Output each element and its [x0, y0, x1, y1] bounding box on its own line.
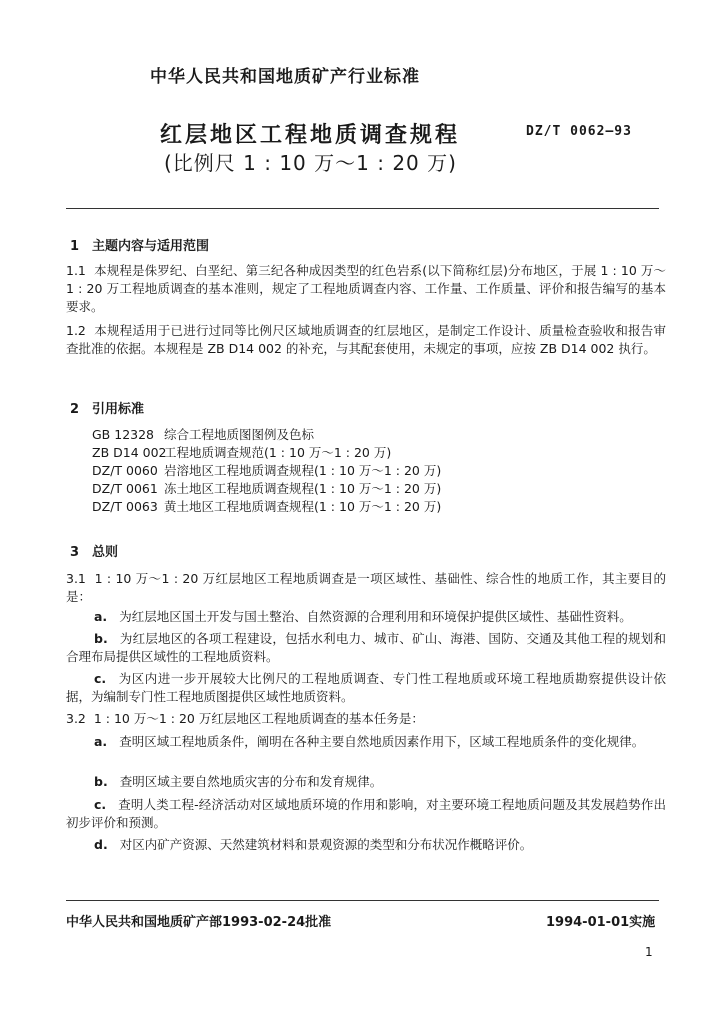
reference-code: DZ/T 0063: [92, 499, 158, 514]
list-item: [66, 796, 666, 832]
document-title: 红层地区工程地质调查规程: [160, 123, 461, 148]
item-text: 对区内矿产资源、天然建筑材料和景观资源的类型和分布状况作概略评价。: [119, 837, 533, 852]
paragraph-number: 1.1: [66, 263, 86, 278]
item-label: b.: [94, 774, 108, 789]
paragraph-3-1: [66, 570, 666, 606]
item-label: c.: [94, 797, 107, 812]
item-text: 为区内进一步开展较大比例尺的工程地质调查、专门性工程地质或环境工程地质勘察提供设计依据，为编制专门性工程地质图提供区域性地质资料。: [66, 671, 666, 704]
page-number: 1: [645, 945, 653, 959]
reference-name: 工程地质调查规范(1 : 10 万～1 : 20 万): [164, 445, 392, 460]
reference-code: ZB D14 002: [92, 445, 167, 460]
paragraph-3-2: [66, 710, 666, 728]
reference-name: 岩溶地区工程地质调查规程(1 : 10 万～1 : 20 万): [164, 463, 442, 478]
reference-item: [92, 426, 314, 444]
reference-code: GB 12328: [92, 427, 154, 442]
header-divider: [66, 208, 659, 209]
item-label: b.: [94, 631, 108, 646]
section-3-title: 3 总则: [70, 545, 119, 560]
paragraph-1-1: [66, 262, 666, 316]
item-label: c.: [94, 671, 107, 686]
reference-item: [92, 480, 441, 498]
reference-name: 冻土地区工程地质调查规程(1 : 10 万～1 : 20 万): [164, 481, 442, 496]
publisher-line: 中华人民共和国地质矿产行业标准: [150, 67, 420, 87]
item-text: 查明区域工程地质条件，阐明在各种主要自然地质因素作用下，区域工程地质条件的变化规律。: [119, 734, 645, 749]
approval-line: 中华人民共和国地质矿产部1993-02-24批准: [66, 915, 332, 930]
list-item: [66, 670, 666, 706]
reference-item: [92, 498, 441, 516]
list-item: [66, 773, 666, 791]
reference-code: DZ/T 0061: [92, 481, 158, 496]
paragraph-text: 本规程适用于已进行过同等比例尺区域地质调查的红层地区，是制定工作设计、质量检查验收和报告审查批准的依据。本规程是 ZB D14 002 的补充，与其配套使用，未规定的事项，应按 ZB D14 002 执行。: [66, 323, 666, 356]
reference-name: 黄土地区工程地质调查规程(1 : 10 万～1 : 20 万): [164, 499, 442, 514]
paragraph-number: 3.2: [66, 711, 86, 726]
item-label: a.: [94, 609, 108, 624]
paragraph-text: 1 : 10 万～1 : 20 万红层地区工程地质调查的基本任务是：: [93, 711, 424, 726]
item-text: 为红层地区国土开发与国土整治、自然资源的合理利用和环境保护提供区域性、基础性资料。: [119, 609, 632, 624]
reference-name: 综合工程地质图图例及色标: [164, 427, 315, 442]
reference-code: DZ/T 0060: [92, 463, 158, 478]
document-subtitle: (比例尺 1 : 10 万～1 : 20 万): [164, 151, 457, 175]
item-text: 查明区域主要自然地质灾害的分布和发育规律。: [119, 774, 383, 789]
footer-divider: [66, 900, 659, 901]
list-item: [66, 733, 666, 751]
item-label: d.: [94, 837, 108, 852]
paragraph-text: 1 : 10 万～1 : 20 万红层地区工程地质调查是一项区域性、基础性、综合性的地质工作，其主要目的是：: [66, 571, 667, 604]
paragraph-number: 3.1: [66, 571, 86, 586]
paragraph-number: 1.2: [66, 323, 86, 338]
effective-date: 1994-01-01实施: [546, 915, 656, 930]
standard-code: DZ/T 0062—93: [526, 124, 632, 139]
paragraph-1-2: [66, 322, 666, 358]
reference-item: [92, 462, 441, 480]
list-item: [66, 630, 666, 666]
list-item: [66, 608, 666, 626]
section-1-title: 1 主题内容与适用范围: [70, 239, 210, 254]
item-text: 为红层地区的各项工程建设，包括水利电力、城市、矿山、海港、国防、交通及其他工程的规划和合理布局提供区域性的工程地质资料。: [66, 631, 666, 664]
reference-item: [92, 444, 391, 462]
section-2-title: 2 引用标准: [70, 402, 145, 417]
item-text: 查明人类工程-经济活动对区域地质环境的作用和影响，对主要环境工程地质问题及其发展趋势作出初步评价和预测。: [66, 797, 666, 830]
item-label: a.: [94, 734, 108, 749]
list-item: [66, 836, 666, 854]
paragraph-text: 本规程是侏罗纪、白垩纪、第三纪各种成因类型的红色岩系(以下简称红层)分布地区，于展 1 : 10 万～1 : 20 万工程地质调查的基本准则，规定了工程地质调查内容、工作量、工作质量、评价和报告编写的基本要求。: [66, 263, 666, 314]
